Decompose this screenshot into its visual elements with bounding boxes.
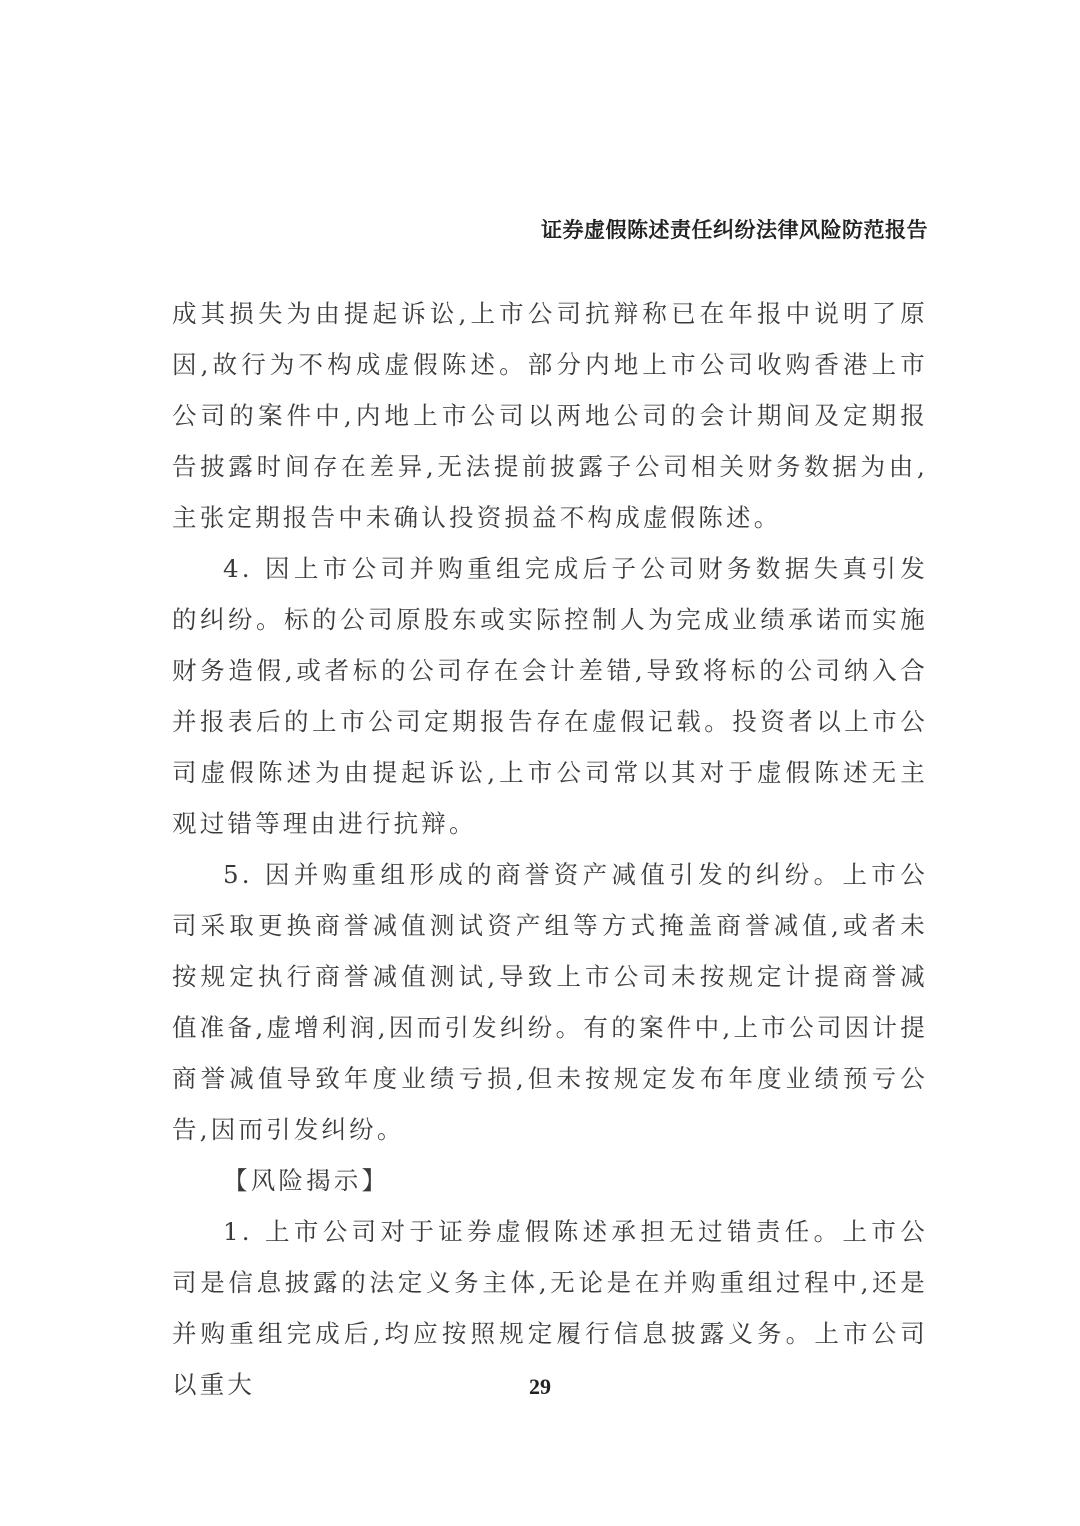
paragraph-item-4: 4. 因上市公司并购重组完成后子公司财务数据失真引发的纠纷。标的公司原股东或实际控制人为完成业绩承诺而实施财务造假,或者标的公司存在会计差错,导致将标的公司纳入合并报表后的上市公司定期报告存在虚假记载。投资者以上市公司虚假陈述为由提起诉讼,上市公司常以其对于虚假陈述无主观过错等理由进行抗辩。	[172, 554, 928, 838]
paragraph-item-5: 5. 因并购重组形成的商誉资产减值引发的纠纷。上市公司采取更换商誉减值测试资产组等方式掩盖商誉减值,或者未按规定执行商誉减值测试,导致上市公司未按规定计提商誉减值准备,虚增利润,因而引发纠纷。有的案件中,上市公司因计提商誉减值导致年度业绩亏损,但未按规定发布年度业绩预亏公告,因而引发纠纷。	[172, 860, 928, 1144]
page-number: 29	[529, 1374, 551, 1399]
section-heading-risk-disclosure: 【风险揭示】	[223, 1166, 390, 1195]
body-text	[172, 288, 928, 1410]
running-header: 证券虚假陈述责任纠纷法律风险防范报告	[541, 218, 928, 242]
paragraph-risk-item-1: 1. 上市公司对于证券虚假陈述承担无过错责任。上市公司是信息披露的法定义务主体,无论是在并购重组过程中,还是并购重组完成后,均应按照规定履行信息披露义务。上市公司以重大	[172, 1217, 928, 1399]
paragraph-continuation: 成其损失为由提起诉讼,上市公司抗辩称已在年报中说明了原因,故行为不构成虚假陈述。部分内地上市公司收购香港上市公司的案件中,内地上市公司以两地公司的会计期间及定期报告披露时间存在差异,无法提前披露子公司相关财务数据为由,主张定期报告中未确认投资损益不构成虚假陈述。	[172, 299, 928, 532]
